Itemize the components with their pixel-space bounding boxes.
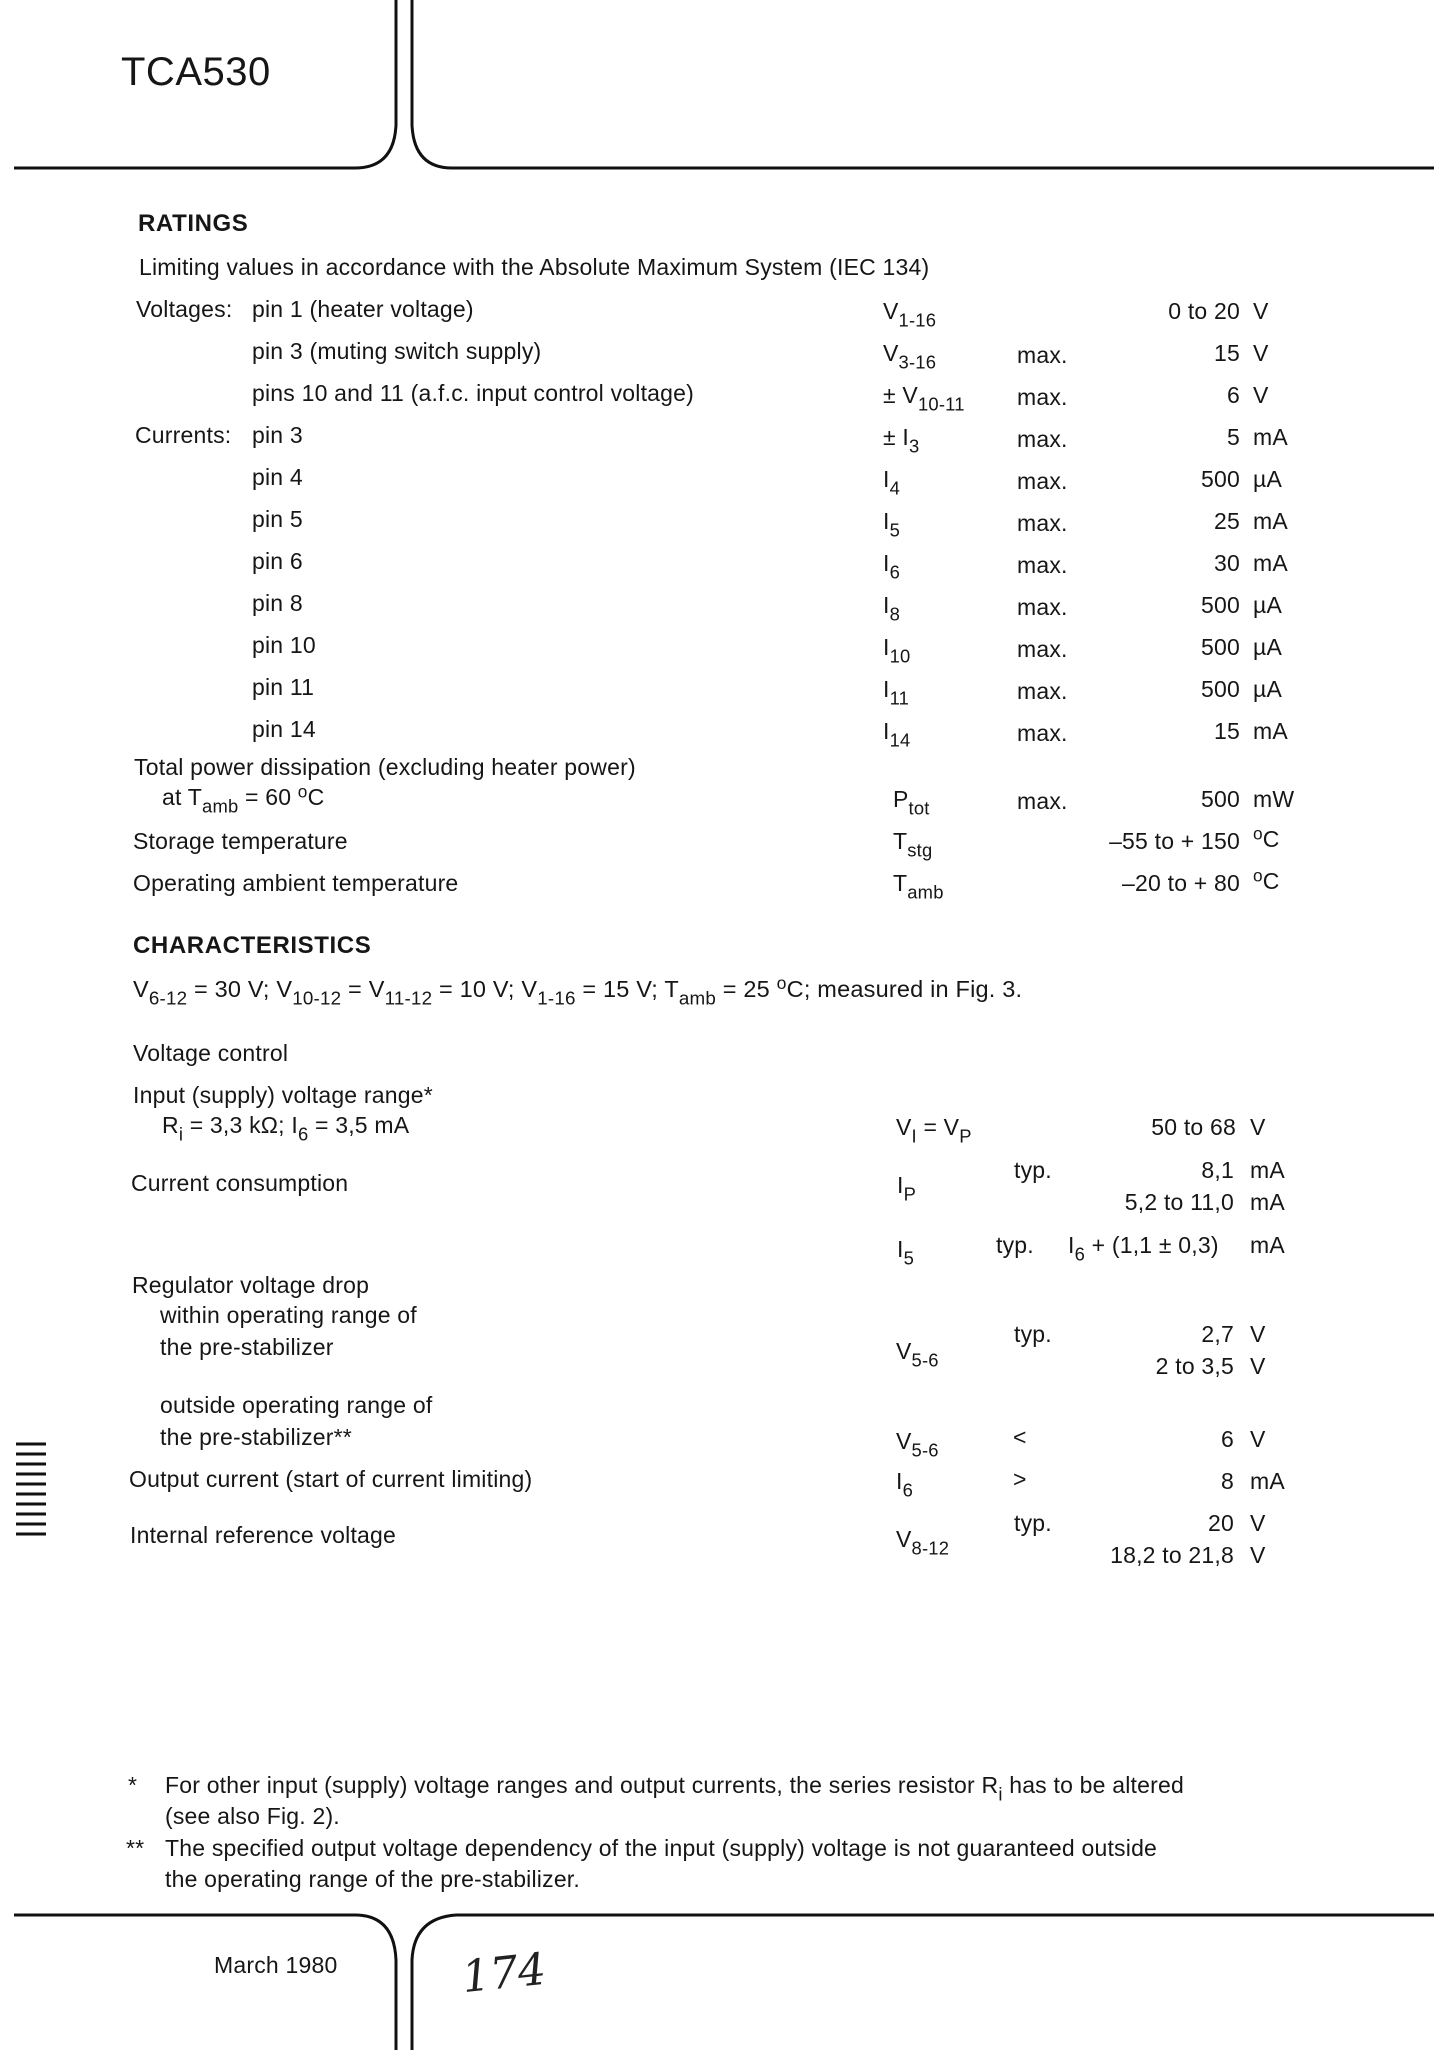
margin-rule-marks <box>16 1444 46 1534</box>
consumption-typ-unit: mA <box>1250 1157 1285 1183</box>
output-current-unit: mA <box>1250 1468 1285 1494</box>
rating-symbol: $I_{14}$ <box>883 718 911 751</box>
footnote-1-line2: (see also Fig. 2). <box>165 1803 340 1829</box>
rating-symbol: $I_8$ <box>883 592 901 625</box>
drop-typ-unit: V <box>1250 1321 1266 1347</box>
footnote-2-mark: ** <box>126 1835 145 1861</box>
rating-symbol: $I_{10}$ <box>883 634 911 667</box>
rating-symbol: ± $I_3$ <box>883 424 920 457</box>
rating-qualifier: max. <box>1017 468 1068 494</box>
rating-unit: V <box>1253 382 1269 408</box>
power-unit: mW <box>1253 786 1295 812</box>
input-range-unit: V <box>1250 1114 1266 1140</box>
rating-unit: mA <box>1253 550 1288 576</box>
voltage-control-subheading: Voltage control <box>133 1040 289 1066</box>
drop-outside-line1: outside operating range of <box>160 1392 433 1418</box>
drop2-value: 6 <box>1221 1426 1234 1452</box>
rating-qualifier: max. <box>1017 384 1068 410</box>
rating-value: 15 <box>1214 718 1240 744</box>
rating-label: pins 10 and 11 (a.f.c. input control voltage) <box>252 380 695 406</box>
rating-unit: µA <box>1253 634 1282 660</box>
consumption-range-value: 5,2 to 11,0 <box>1124 1189 1234 1215</box>
rating-value: 500 <box>1201 676 1240 702</box>
output-current-value: 8 <box>1221 1468 1234 1494</box>
rating-qualifier: max. <box>1017 678 1068 704</box>
rating-unit: V <box>1253 298 1269 324</box>
rating-label: pin 3 <box>252 422 303 448</box>
currents-label: Currents: <box>135 422 232 448</box>
rating-value: 500 <box>1201 634 1240 660</box>
reference-voltage-range-unit: V <box>1250 1542 1266 1568</box>
i5-symbol: $I_5$ <box>897 1236 915 1269</box>
output-current-symbol: $I_6$ <box>896 1468 914 1501</box>
rating-value: 500 <box>1201 466 1240 492</box>
ratings-heading: RATINGS <box>138 210 249 237</box>
rating-unit: µA <box>1253 592 1282 618</box>
output-current-label: Output current (start of current limiting) <box>129 1466 533 1492</box>
drop-within-line1: within operating range of <box>160 1302 417 1328</box>
power-label-line2: at $T_{amb} = 60$ $^o$C <box>162 781 325 817</box>
reference-voltage-label: Internal reference voltage <box>130 1522 397 1548</box>
drop-range-value: 2 to 3,5 <box>1155 1353 1234 1379</box>
rating-label: pin 11 <box>252 674 315 700</box>
handwritten-page-number: 174 <box>459 1943 549 2004</box>
part-number-title: TCA530 <box>121 50 271 94</box>
rating-value: 25 <box>1214 508 1240 534</box>
drop-outside-line2: the pre-stabilizer** <box>160 1424 352 1450</box>
storage-temp-label: Storage temperature <box>133 828 348 854</box>
rating-qualifier: max. <box>1017 720 1068 746</box>
rating-value: 0 to 20 <box>1168 298 1240 324</box>
storage-temp-symbol: $T_{stg}$ <box>893 828 933 861</box>
input-range-symbol: $V_I = V_P$ <box>896 1114 972 1147</box>
operating-temp-label: Operating ambient temperature <box>133 870 459 896</box>
consumption-range-unit: mA <box>1250 1189 1285 1215</box>
rating-label: pin 4 <box>252 464 303 490</box>
rating-symbol: $V_{3-16}$ <box>883 340 937 373</box>
reference-voltage-typ: typ. <box>1014 1510 1052 1536</box>
operating-temp-unit: $^o$C <box>1253 865 1280 894</box>
consumption-symbol: $I_P$ <box>897 1172 917 1205</box>
rating-symbol: $I_4$ <box>883 466 901 499</box>
power-value: 500 <box>1201 786 1240 812</box>
rating-unit: mA <box>1253 718 1288 744</box>
consumption-typ-value: 8,1 <box>1201 1157 1234 1183</box>
rating-unit: mA <box>1253 424 1288 450</box>
ratings-intro: Limiting values in accordance with the Absolute Maximum System (IEC 134) <box>139 254 930 280</box>
rating-label: pin 3 (muting switch supply) <box>252 338 542 364</box>
footnote-2-line1: The specified output voltage dependency of the input (supply) voltage is not guaranteed outside <box>165 1835 1158 1861</box>
rating-unit: µA <box>1253 676 1282 702</box>
rating-unit: V <box>1253 340 1269 366</box>
reference-voltage-typ-unit: V <box>1250 1510 1266 1536</box>
rating-label: pin 1 (heater voltage) <box>252 296 474 322</box>
drop2-symbol: $V_{5-6}$ <box>896 1428 939 1461</box>
rating-label: pin 14 <box>252 716 316 742</box>
rating-label: pin 5 <box>252 506 303 532</box>
drop-within-line2: the pre-stabilizer <box>160 1334 334 1360</box>
rating-qualifier: max. <box>1017 426 1068 452</box>
drop-label: Regulator voltage drop <box>132 1272 370 1298</box>
rating-value: 500 <box>1201 592 1240 618</box>
rating-value: 6 <box>1227 382 1240 408</box>
reference-voltage-typ-value: 20 <box>1208 1510 1234 1536</box>
drop-range-unit: V <box>1250 1353 1266 1379</box>
rating-symbol: $I_{11}$ <box>883 676 910 709</box>
drop2-unit: V <box>1250 1426 1266 1452</box>
footnote-1-line1: For other input (supply) voltage ranges and output currents, the series resistor $R_i$ has to be altered <box>165 1772 1184 1805</box>
input-range-label: Input (supply) voltage range* <box>133 1082 433 1108</box>
rating-value: 15 <box>1214 340 1240 366</box>
footer-date: March 1980 <box>214 1952 338 1978</box>
operating-temp-symbol: $T_{amb}$ <box>893 870 944 903</box>
rating-label: pin 8 <box>252 590 303 616</box>
drop2-qualifier: < <box>1013 1424 1027 1450</box>
power-symbol: $P_{tot}$ <box>893 786 930 819</box>
rating-symbol: $V_{1-16}$ <box>883 298 937 331</box>
rating-qualifier: max. <box>1017 636 1068 662</box>
rating-qualifier: max. <box>1017 594 1068 620</box>
rating-qualifier: max. <box>1017 510 1068 536</box>
voltages-label: Voltages: <box>136 296 233 322</box>
drop-typ-value: 2,7 <box>1201 1321 1234 1347</box>
rating-value: 30 <box>1214 550 1240 576</box>
power-qualifier: max. <box>1017 788 1068 814</box>
reference-voltage-symbol: $V_{8-12}$ <box>896 1526 950 1559</box>
characteristics-conditions: $V_{6-12} = 30$ V; $V_{10-12} = V_{11-12} = 10$ V; $V_{1-16} = 15$ V; $T_{amb} = 25$ $^o$C; measured in Fig. 3. <box>133 973 1023 1009</box>
i5-value: $I_6 + (1,1 \pm 0,3)$ <box>1068 1232 1219 1265</box>
footnote-2-line2: the operating range of the pre-stabilizer. <box>165 1866 580 1892</box>
rating-label: pin 10 <box>252 632 316 658</box>
rating-unit: mA <box>1253 508 1288 534</box>
footnote-1-mark: * <box>128 1772 138 1798</box>
consumption-typ: typ. <box>1014 1157 1052 1183</box>
input-range-value: 50 to 68 <box>1151 1114 1236 1140</box>
output-current-qualifier: > <box>1013 1466 1027 1492</box>
consumption-label: Current consumption <box>131 1170 349 1196</box>
reference-voltage-range-value: 18,2 to 21,8 <box>1110 1542 1234 1568</box>
rating-symbol: ± $V_{10-11}$ <box>883 382 965 415</box>
i5-unit: mA <box>1250 1232 1285 1258</box>
rating-label: pin 6 <box>252 548 303 574</box>
rating-symbol: $I_6$ <box>883 550 901 583</box>
storage-temp-value: –55 to + 150 <box>1109 828 1240 854</box>
rating-value: 5 <box>1227 424 1240 450</box>
power-label-line1: Total power dissipation (excluding heater power) <box>134 754 636 780</box>
i5-typ: typ. <box>996 1232 1034 1258</box>
input-range-conditions: $R_i = 3,3$ kΩ; $I_6 = 3,5$ mA <box>162 1112 410 1145</box>
storage-temp-unit: $^o$C <box>1253 823 1280 852</box>
rating-symbol: $I_5$ <box>883 508 901 541</box>
drop-typ: typ. <box>1014 1321 1052 1347</box>
characteristics-heading: CHARACTERISTICS <box>133 932 372 959</box>
operating-temp-value: –20 to + 80 <box>1122 870 1240 896</box>
rating-qualifier: max. <box>1017 342 1068 368</box>
rating-unit: µA <box>1253 466 1282 492</box>
drop-symbol: $V_{5-6}$ <box>896 1338 939 1371</box>
rating-qualifier: max. <box>1017 552 1068 578</box>
